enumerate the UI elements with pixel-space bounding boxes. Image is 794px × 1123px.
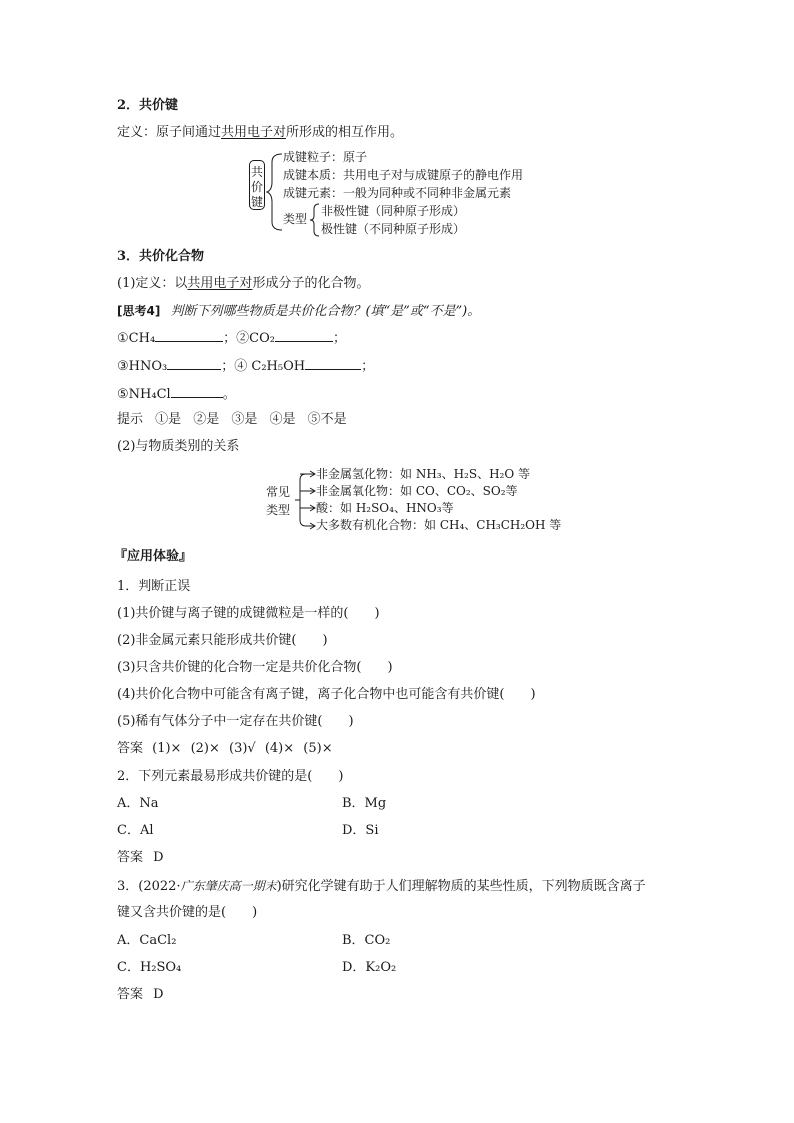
relation-item-oxide: 非金属氧化物：如 CO、CO₂、SO₂等 <box>316 484 518 498</box>
diagram-type-polar: 极性键（不同种原子形成） <box>321 222 466 236</box>
practice-q3-option-a: A．CaCl₂ <box>117 933 177 948</box>
q3-suffix: )研究化学键有助于人们理解物质的某些性质，下列物质既含离子 <box>276 879 646 894</box>
think-tag: [思考4] <box>117 304 161 318</box>
answer-blank[interactable] <box>305 357 361 370</box>
answer-blank[interactable] <box>171 385 223 398</box>
practice-heading: 『应用体验』 <box>114 549 193 564</box>
covalent-bond-definition <box>117 124 403 142</box>
think-q3: ③HNO₃ <box>117 359 168 374</box>
answer-blank[interactable] <box>155 329 223 342</box>
definition-key-term: 共用电子对 <box>187 276 253 291</box>
section-heading-covalent-bond: 2．共价键 <box>117 98 179 113</box>
relation-heading: (2)与物质类别的关系 <box>117 439 240 454</box>
practice-q2-option-c: C．Al <box>117 823 154 838</box>
diagram-brace-types <box>309 203 321 237</box>
diagram-item-essence: 成键本质：共用电子对与成键原子的静电作用 <box>283 168 524 182</box>
relation-arrows <box>294 466 318 534</box>
think-question <box>117 302 480 321</box>
think-q4: ④ C₂H₅OH <box>234 359 306 374</box>
think-q2: ②CO₂ <box>236 331 275 346</box>
relation-label: 常见类型 <box>266 485 291 517</box>
practice-q1-item: (2)非金属元素只能形成共价键( ) <box>117 633 328 648</box>
q3-source: 广东肇庆高一期末 <box>180 879 277 893</box>
practice-q1-item: (3)只含共价键的化合物一定是共价化合物( ) <box>117 660 393 675</box>
practice-q2-option-a: A．Na <box>117 796 159 811</box>
definition-prefix: (1)定义：以 <box>117 276 188 291</box>
definition-suffix: 所形成的相互作用。 <box>286 125 404 140</box>
practice-q3-answer: 答案 D <box>117 987 164 1002</box>
practice-q3-title <box>117 877 646 896</box>
practice-q3-option-d: D．K₂O₂ <box>342 960 397 975</box>
practice-q2-title: 2．下列元素最易形成共价键的是( ) <box>117 769 344 784</box>
answer-blank[interactable] <box>275 329 333 342</box>
think-text: 判断下列哪些物质是共价化合物？(填“是”或“不是”)。 <box>170 304 481 319</box>
relation-item-hydride: 非金属氢化物：如 NH₃、H₂S、H₂O 等 <box>316 467 531 481</box>
practice-q3-title-line2: 键又含共价键的是( ) <box>117 905 258 920</box>
think-q5: ⑤NH₄Cl <box>117 387 171 402</box>
think-row-3: ⑤NH₄Cl 。 <box>117 387 236 402</box>
relation-item-organic: 大多数有机化合物：如 CH₄、CH₃CH₂OH 等 <box>316 518 562 532</box>
q3-prefix: 3．(2022· <box>117 879 181 894</box>
think-row-1: ①CH₄ ；②CO₂ ； <box>117 331 347 346</box>
practice-q2-answer: 答案 D <box>117 850 164 865</box>
practice-q3-option-b: B．CO₂ <box>342 933 391 948</box>
diagram-item-particles: 成键粒子：原子 <box>283 150 368 164</box>
practice-q1-item: (4)共价化合物中可能含有离子键，离子化合物中也可能含有共价键( ) <box>117 687 536 702</box>
practice-q2-option-d: D．Si <box>342 823 379 838</box>
think-row-2: ③HNO₃ ；④ C₂H₅OH ； <box>117 359 375 374</box>
think-q1: ①CH₄ <box>117 331 156 346</box>
diagram-item-elements: 成键元素：一般为同种或不同种非金属元素 <box>283 186 512 200</box>
practice-q1-title: 1．判断正误 <box>117 579 191 594</box>
diagram-type-label: 类型 <box>283 212 308 226</box>
practice-q1-item: (1)共价键与离子键的成键微粒是一样的( ) <box>117 606 380 621</box>
practice-q3-option-c: C．H₂SO₄ <box>117 960 182 975</box>
covalent-bond-box-label: 共价键 <box>249 160 265 210</box>
covalent-compound-definition <box>117 275 369 293</box>
definition-suffix: 形成分子的化合物。 <box>252 276 370 291</box>
practice-q1-answer: 答案 (1)× (2)× (3)√ (4)× (5)× <box>117 741 333 756</box>
definition-key-term: 共用电子对 <box>221 125 287 140</box>
practice-q2-option-b: B．Mg <box>342 796 387 811</box>
diagram-type-nonpolar: 非极性键（同种原子形成） <box>321 204 466 218</box>
practice-q1-item: (5)稀有气体分子中一定存在共价键( ) <box>117 714 354 729</box>
section-heading-covalent-compound: 3．共价化合物 <box>117 249 205 264</box>
definition-prefix: 定义：原子间通过 <box>117 125 222 140</box>
think-hint: 提示 ①是 ②是 ③是 ④是 ⑤不是 <box>117 412 347 427</box>
answer-blank[interactable] <box>167 357 221 370</box>
relation-item-acid: 酸：如 H₂SO₄、HNO₃等 <box>316 501 454 515</box>
